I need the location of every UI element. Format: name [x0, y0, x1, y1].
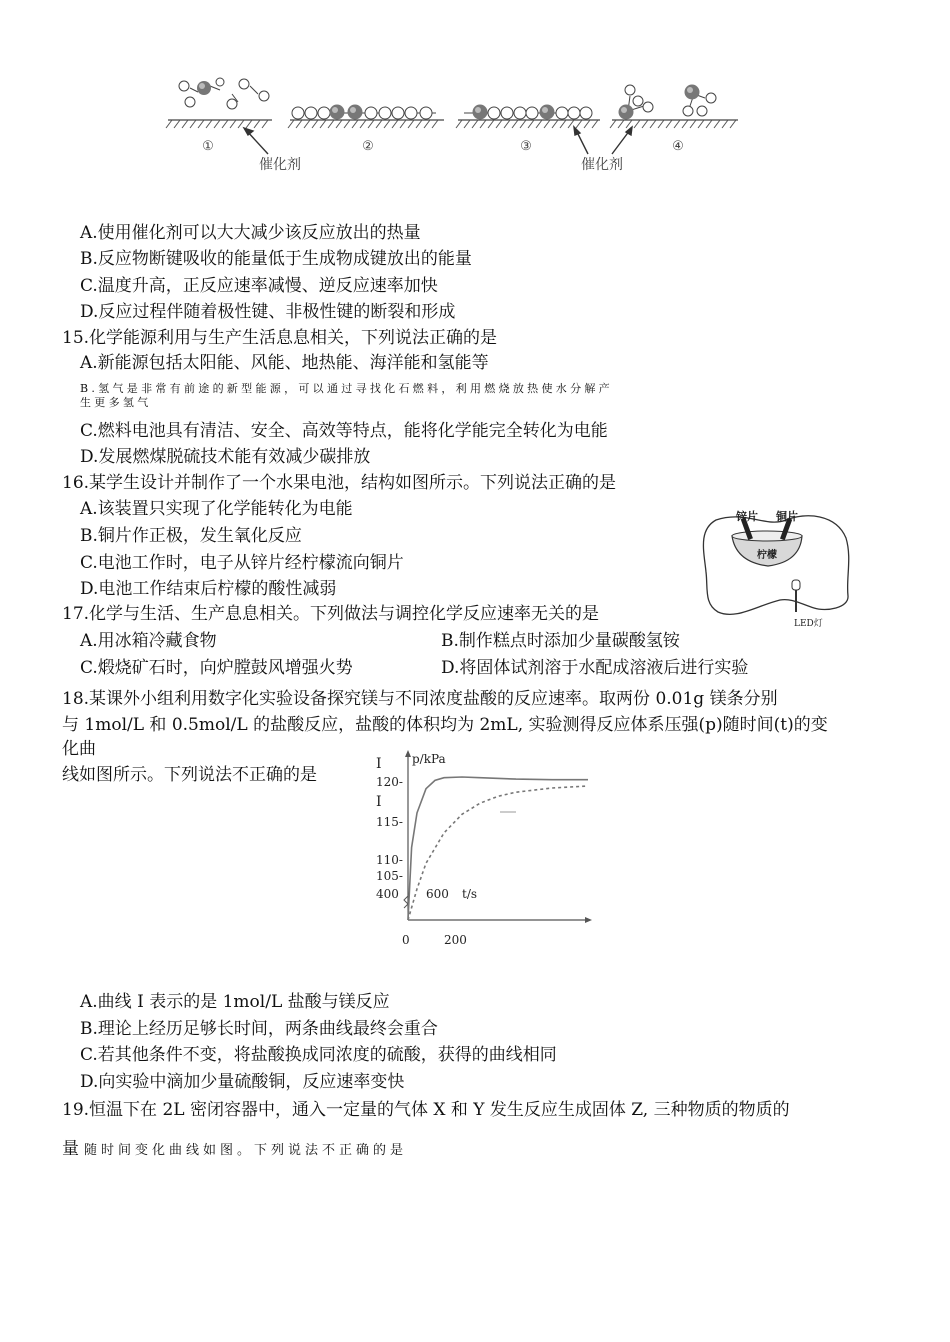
q15-option-b-line2: 生更多氢气 [80, 396, 152, 409]
q19-stem-line2-lead: 量 [62, 1139, 79, 1159]
q19-stem-line1: 19.恒温下在 2L 密闭容器中，通入一定量的气体 X 和 Y 发生反应生成固体 Z, 三种物质的物质的 [62, 1100, 790, 1120]
q15-option-c: C.燃料电池具有清洁、安全、高效等特点，能将化学能完全转化为电能 [80, 421, 608, 441]
x-tick-200: 200 [444, 933, 467, 947]
catalyst-label-right: 催化剂 [581, 157, 623, 173]
x-tick-0: 0 [402, 933, 410, 947]
q16-option-a: A.该装置只实现了化学能转化为电能 [80, 499, 353, 519]
q15-option-b-line1: B.氢气是非常有前途的新型能源，可以通过寻找化石燃料，利用燃烧放热使水分解产 [80, 382, 613, 395]
curve-label-2: I [376, 794, 382, 810]
q14-option-c: C.温度升高，正反应速率减慢、逆反应速率加快 [80, 276, 438, 296]
panel-label-4: ④ [672, 139, 684, 154]
y-tick-105: 105- [376, 869, 403, 883]
q17-option-c: C.煅烧矿石时，向炉膛鼓风增强火势 [80, 658, 353, 678]
led-label: LED灯 [794, 619, 823, 629]
panel-label-1: ① [202, 139, 214, 154]
q17-option-d: D.将固体试剂溶于水配成溶液后进行实验 [441, 658, 749, 678]
q15-option-d: D.发展燃煤脱硫技术能有效减少碳排放 [80, 447, 371, 467]
q18-stem-line4: 线如图所示。下列说法不正确的是 [62, 765, 317, 785]
catalyst-figure [160, 76, 750, 176]
q16-option-c: C.电池工作时，电子从锌片经柠檬流向铜片 [80, 553, 404, 573]
q18-stem-line3: 化曲 [62, 739, 96, 759]
y-tick-400: 400 [376, 887, 399, 901]
q18-option-a: A.曲线 I 表示的是 1mol/L 盐酸与镁反应 [80, 992, 390, 1012]
copper-label: 铜片 [776, 510, 798, 523]
q16-stem: 16.某学生设计并制作了一个水果电池，结构如图所示。下列说法正确的是 [62, 473, 617, 493]
y-tick-115: 115- [376, 815, 403, 829]
x-axis-label: t/s [462, 887, 478, 901]
q17-option-b: B.制作糕点时添加少量碳酸氢铵 [441, 631, 680, 651]
catalyst-label-left: 催化剂 [259, 157, 301, 173]
q17-stem: 17.化学与生活、生产息息相关。下列做法与调控化学反应速率无关的是 [62, 604, 600, 624]
q14-option-d: D.反应过程伴随着极性键、非极性键的断裂和形成 [80, 302, 456, 322]
q17-option-a: A.用冰箱冷藏食物 [80, 631, 217, 651]
q14-option-b: B.反应物断键吸收的能量低于生成物成键放出的能量 [80, 249, 472, 269]
x-tick-600: 600 [426, 887, 449, 901]
q15-stem: 15.化学能源利用与生产生活息息相关，下列说法正确的是 [62, 328, 498, 348]
pressure-time-chart [360, 748, 600, 950]
q18-stem-line1: 18.某课外小组利用数字化实验设备探究镁与不同浓度盐酸的反应速率。取两份 0.01g 镁条分别 [62, 689, 778, 709]
q18-option-c: C.若其他条件不变，将盐酸换成同浓度的硫酸，获得的曲线相同 [80, 1045, 557, 1065]
q18-option-b: B.理论上经历足够长时间，两条曲线最终会重合 [80, 1019, 438, 1039]
y-tick-120: 120- [376, 775, 403, 789]
q18-stem-line2: 与 1mol/L 和 0.5mol/L 的盐酸反应，盐酸的体积均为 2mL, 实验测得反应体系压强(p)随时间(t)的变 [62, 715, 828, 735]
lemon-label: 柠檬 [757, 550, 777, 561]
q16-option-b: B.铜片作正极，发生氧化反应 [80, 526, 302, 546]
y-axis-label: p/kPa [412, 752, 446, 766]
q18-option-d: D.向实验中滴加少量硫酸铜，反应速率变快 [80, 1072, 405, 1092]
fruit-battery-figure [696, 508, 860, 632]
q16-option-d: D.电池工作结束后柠檬的酸性减弱 [80, 579, 337, 599]
zinc-label: 锌片 [736, 510, 758, 523]
panel-label-2: ② [362, 139, 374, 154]
y-tick-110: 110- [376, 853, 403, 867]
q19-stem-line2-rest: 随时间变化曲线如图。下列说法不正确的是 [84, 1143, 408, 1158]
q15-option-a: A.新能源包括太阳能、风能、地热能、海洋能和氢能等 [80, 353, 489, 373]
panel-label-3: ③ [520, 139, 532, 154]
curve-label-1: I [376, 756, 382, 772]
q14-option-a: A.使用催化剂可以大大减少该反应放出的热量 [80, 223, 421, 243]
